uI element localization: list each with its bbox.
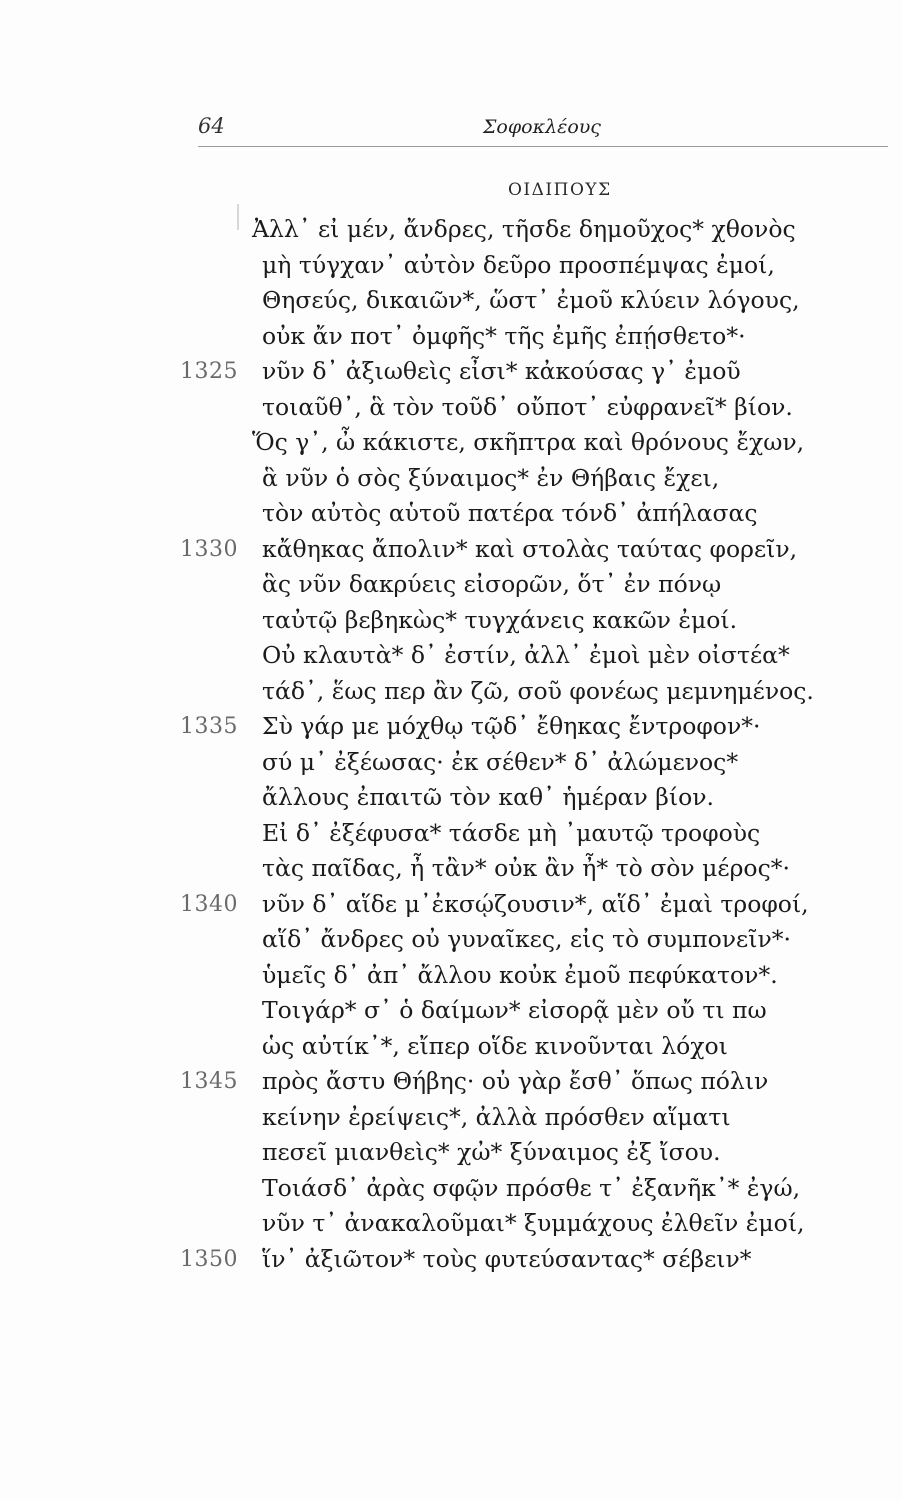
line-number: 1345 (180, 1069, 238, 1094)
page-header (198, 110, 888, 147)
verse-text: νῦν δ᾽ αἵδε μ᾽ἐκσῴζουσιν*, αἵδ᾽ ἐμαὶ τροφοί, (262, 889, 809, 918)
verse-line (0, 1100, 902, 1136)
line-number: 1325 (180, 359, 238, 384)
verse-text: Ἀλλ᾽ εἰ μέν, ἄνδρες, τῆσδε δημοῦχος* χθονὸς (252, 215, 796, 243)
verse-line (0, 745, 902, 781)
verse-text: ἃς νῦν δακρύεις εἰσορῶν, ὅτ᾽ ἐν πόνῳ (262, 570, 722, 598)
verse-line (0, 709, 902, 745)
verse-line (0, 1171, 902, 1207)
verse-line (0, 425, 902, 461)
verse-text: σύ μ᾽ ἐξέωσας· ἐκ σέθεν* δ᾽ ἀλώμενος* (262, 747, 739, 776)
verse-line (0, 674, 902, 710)
verse-text: Σὺ γάρ με μόχθῳ τῷδ᾽ ἔθηκας ἔντροφον*· (262, 712, 761, 740)
verse-text: νῦν τ᾽ ἀνακαλοῦμαι* ξυμμάχους ἐλθεῖν ἐμοί, (262, 1209, 805, 1237)
verse-line (0, 1135, 902, 1171)
verse-text: Εἰ δ᾽ ἐξέφυσα* τάσδε μὴ ᾽μαυτῷ τροφοὺς (262, 818, 761, 847)
verse-line (0, 319, 902, 355)
verse-text: Τοιγάρ* σ᾽ ὁ δαίμων* εἰσορᾷ μὲν οὔ τι πω (262, 996, 767, 1024)
verse-text: Τοιάσδ᾽ ἀρὰς σφῷν πρόσθε τ᾽ ἐξανῆκ᾽* ἐγώ, (262, 1173, 801, 1202)
verse-text: τάδ᾽, ἕως περ ἂν ζῶ, σοῦ φονέως μεμνημένος. (262, 676, 814, 705)
verse-line (0, 248, 902, 284)
verse-text: Θησεύς, δικαιῶν*, ὥστ᾽ ἐμοῦ κλύειν λόγους, (262, 286, 800, 314)
verse-line (0, 638, 902, 674)
line-number: 1335 (180, 714, 238, 739)
verse-line (0, 993, 902, 1029)
verse-text: πεσεῖ μιανθεὶς* χὠ* ξύναιμος ἐξ ἴσου. (262, 1138, 721, 1166)
verse-line (0, 887, 902, 923)
verse-text: ἄλλους ἐπαιτῶ τὸν καθ᾽ ἡμέραν βίον. (262, 783, 714, 811)
verse-text: ὡς αὐτίκ᾽*, εἴπερ οἵδε κινοῦνται λόχοι (262, 1031, 728, 1060)
verse-line (0, 532, 902, 568)
verse-line (0, 603, 902, 639)
verse-line (0, 390, 902, 426)
verse-line (0, 1064, 902, 1100)
verse-line (0, 212, 902, 248)
verse-line (0, 780, 902, 816)
verse-text: ἵν᾽ ἀξιῶτον* τοὺς φυτεύσαντας* σέβειν* (262, 1244, 752, 1273)
verse-line (0, 851, 902, 887)
verse-text: οὐκ ἄν ποτ᾽ ὀμφῆς* τῆς ἐμῆς ἐπῄσθετο*· (262, 321, 746, 350)
verse-text: ὑμεῖς δ᾽ ἀπ᾽ ἄλλου κοὐκ ἐμοῦ πεφύκατον*. (262, 960, 778, 989)
line-number: 1340 (180, 891, 238, 917)
verse-line (0, 496, 902, 532)
verse-text: Οὐ κλαυτὰ* δ᾽ ἐστίν, ἀλλ᾽ ἐμοὶ μὲν οἰστέα* (262, 641, 790, 669)
verse-text: τὸν αὐτὸς αὑτοῦ πατέρα τόνδ᾽ ἀπήλασας (262, 499, 758, 527)
verse-line (0, 922, 902, 958)
verse-line (0, 1242, 902, 1278)
verse-line (0, 283, 902, 319)
verse-text: τὰς παῖδας, ἦ τἂν* οὐκ ἂν ἦ* τὸ σὸν μέρος*· (262, 854, 790, 882)
verse-text: ταὐτῷ βεβηκὼς* τυγχάνεις κακῶν ἐμοί. (262, 605, 738, 634)
verse-line (0, 958, 902, 994)
verse-text: τοιαῦθ᾽, ἃ τὸν τοῦδ᾽ οὔποτ᾽ εὐφρανεῖ* βίον. (262, 392, 793, 421)
line-number: 1350 (180, 1246, 238, 1272)
verse-text: κἄθηκας ἄπολιν* καὶ στολὰς ταύτας φορεῖν, (262, 534, 798, 563)
verse-text: κείνην ἐρείψεις*, ἀλλὰ πρόσθεν αἵματι (262, 1102, 731, 1131)
line-number: 1330 (180, 536, 238, 562)
verse-text: μὴ τύγχαν᾽ αὐτὸν δεῦρο προσπέμψας ἐμοί, (262, 250, 775, 279)
speaker-name: ΟΙΔΙΠΟΥΣ (508, 180, 612, 200)
verse-text: νῦν δ᾽ ἀξιωθεὶς εἶσι* κἀκούσας γ᾽ ἐμοῦ (262, 357, 741, 385)
verse-text: αἵδ᾽ ἄνδρες οὐ γυναῖκες, εἰς τὸ συμπονεῖν*· (262, 925, 791, 953)
verse-text: ἃ νῦν ὁ σὸς ξύναιμος* ἐν Θήβαις ἔχει, (262, 463, 720, 492)
verse-line (0, 816, 902, 852)
verse-text: πρὸς ἄστυ Θήβης· οὐ γὰρ ἔσθ᾽ ὅπως πόλιν (262, 1067, 769, 1095)
verse-text: Ὅς γ᾽, ὦ κάκιστε, σκῆπτρα καὶ θρόνους ἔχων, (252, 428, 805, 456)
page-number: 64 (198, 114, 225, 138)
verse-line (0, 1029, 902, 1065)
verse-line (0, 354, 902, 390)
verse-line (0, 461, 902, 497)
verse-line (0, 1206, 902, 1242)
running-title: Σοφοκλέους (483, 116, 601, 138)
verse-line (0, 567, 902, 603)
verse-block (0, 212, 902, 1277)
